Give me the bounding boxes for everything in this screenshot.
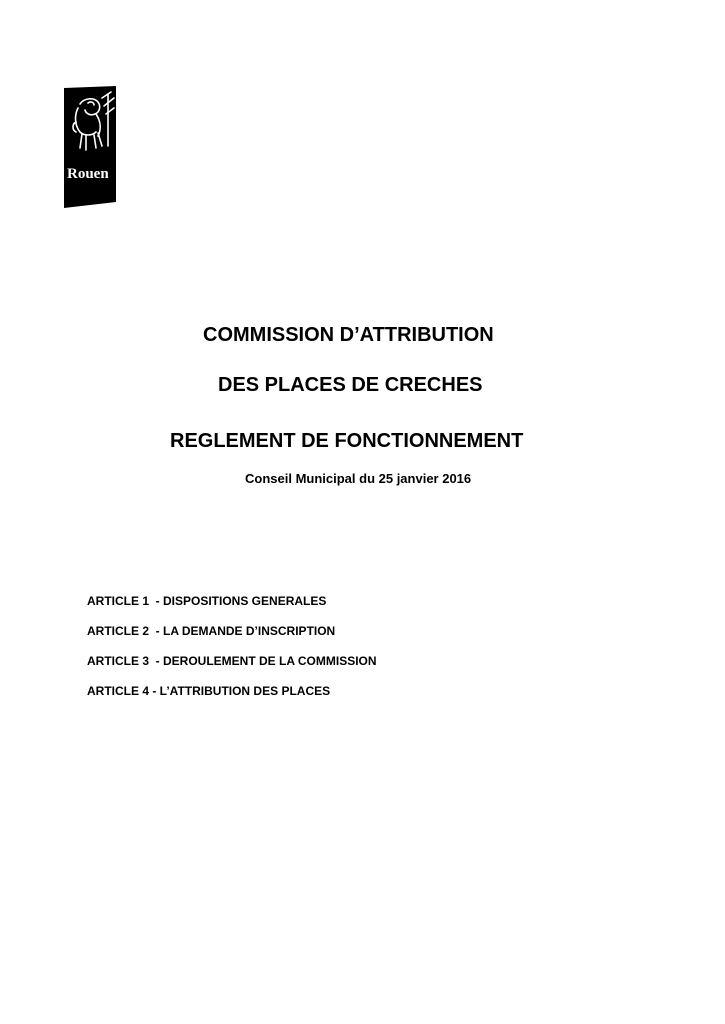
logo-text: Rouen	[67, 166, 109, 182]
rouen-lamb-logo-icon	[64, 86, 116, 208]
title-line-3-text: REGLEMENT DE FONCTIONNEMENT	[170, 430, 524, 452]
article-item-1: ARTICLE 1 - DISPOSITIONS GENERALES	[87, 594, 327, 608]
article-item-2: ARTICLE 2 - LA DEMANDE D’INSCRIPTION	[87, 624, 336, 638]
title-line-2-text: DES PLACES DE CRECHES	[218, 374, 483, 396]
article-item-3: ARTICLE 3 - DEROULEMENT DE LA COMMISSION	[87, 654, 377, 668]
article-list	[87, 593, 377, 713]
title-line-1-text: COMMISSION D’ATTRIBUTION	[203, 324, 494, 346]
article-item-4: ARTICLE 4 - L’ATTRIBUTION DES PLACES	[87, 684, 331, 698]
document-subtitle: Conseil Municipal du 25 janvier 2016	[245, 471, 472, 486]
rouen-logo	[64, 86, 116, 208]
